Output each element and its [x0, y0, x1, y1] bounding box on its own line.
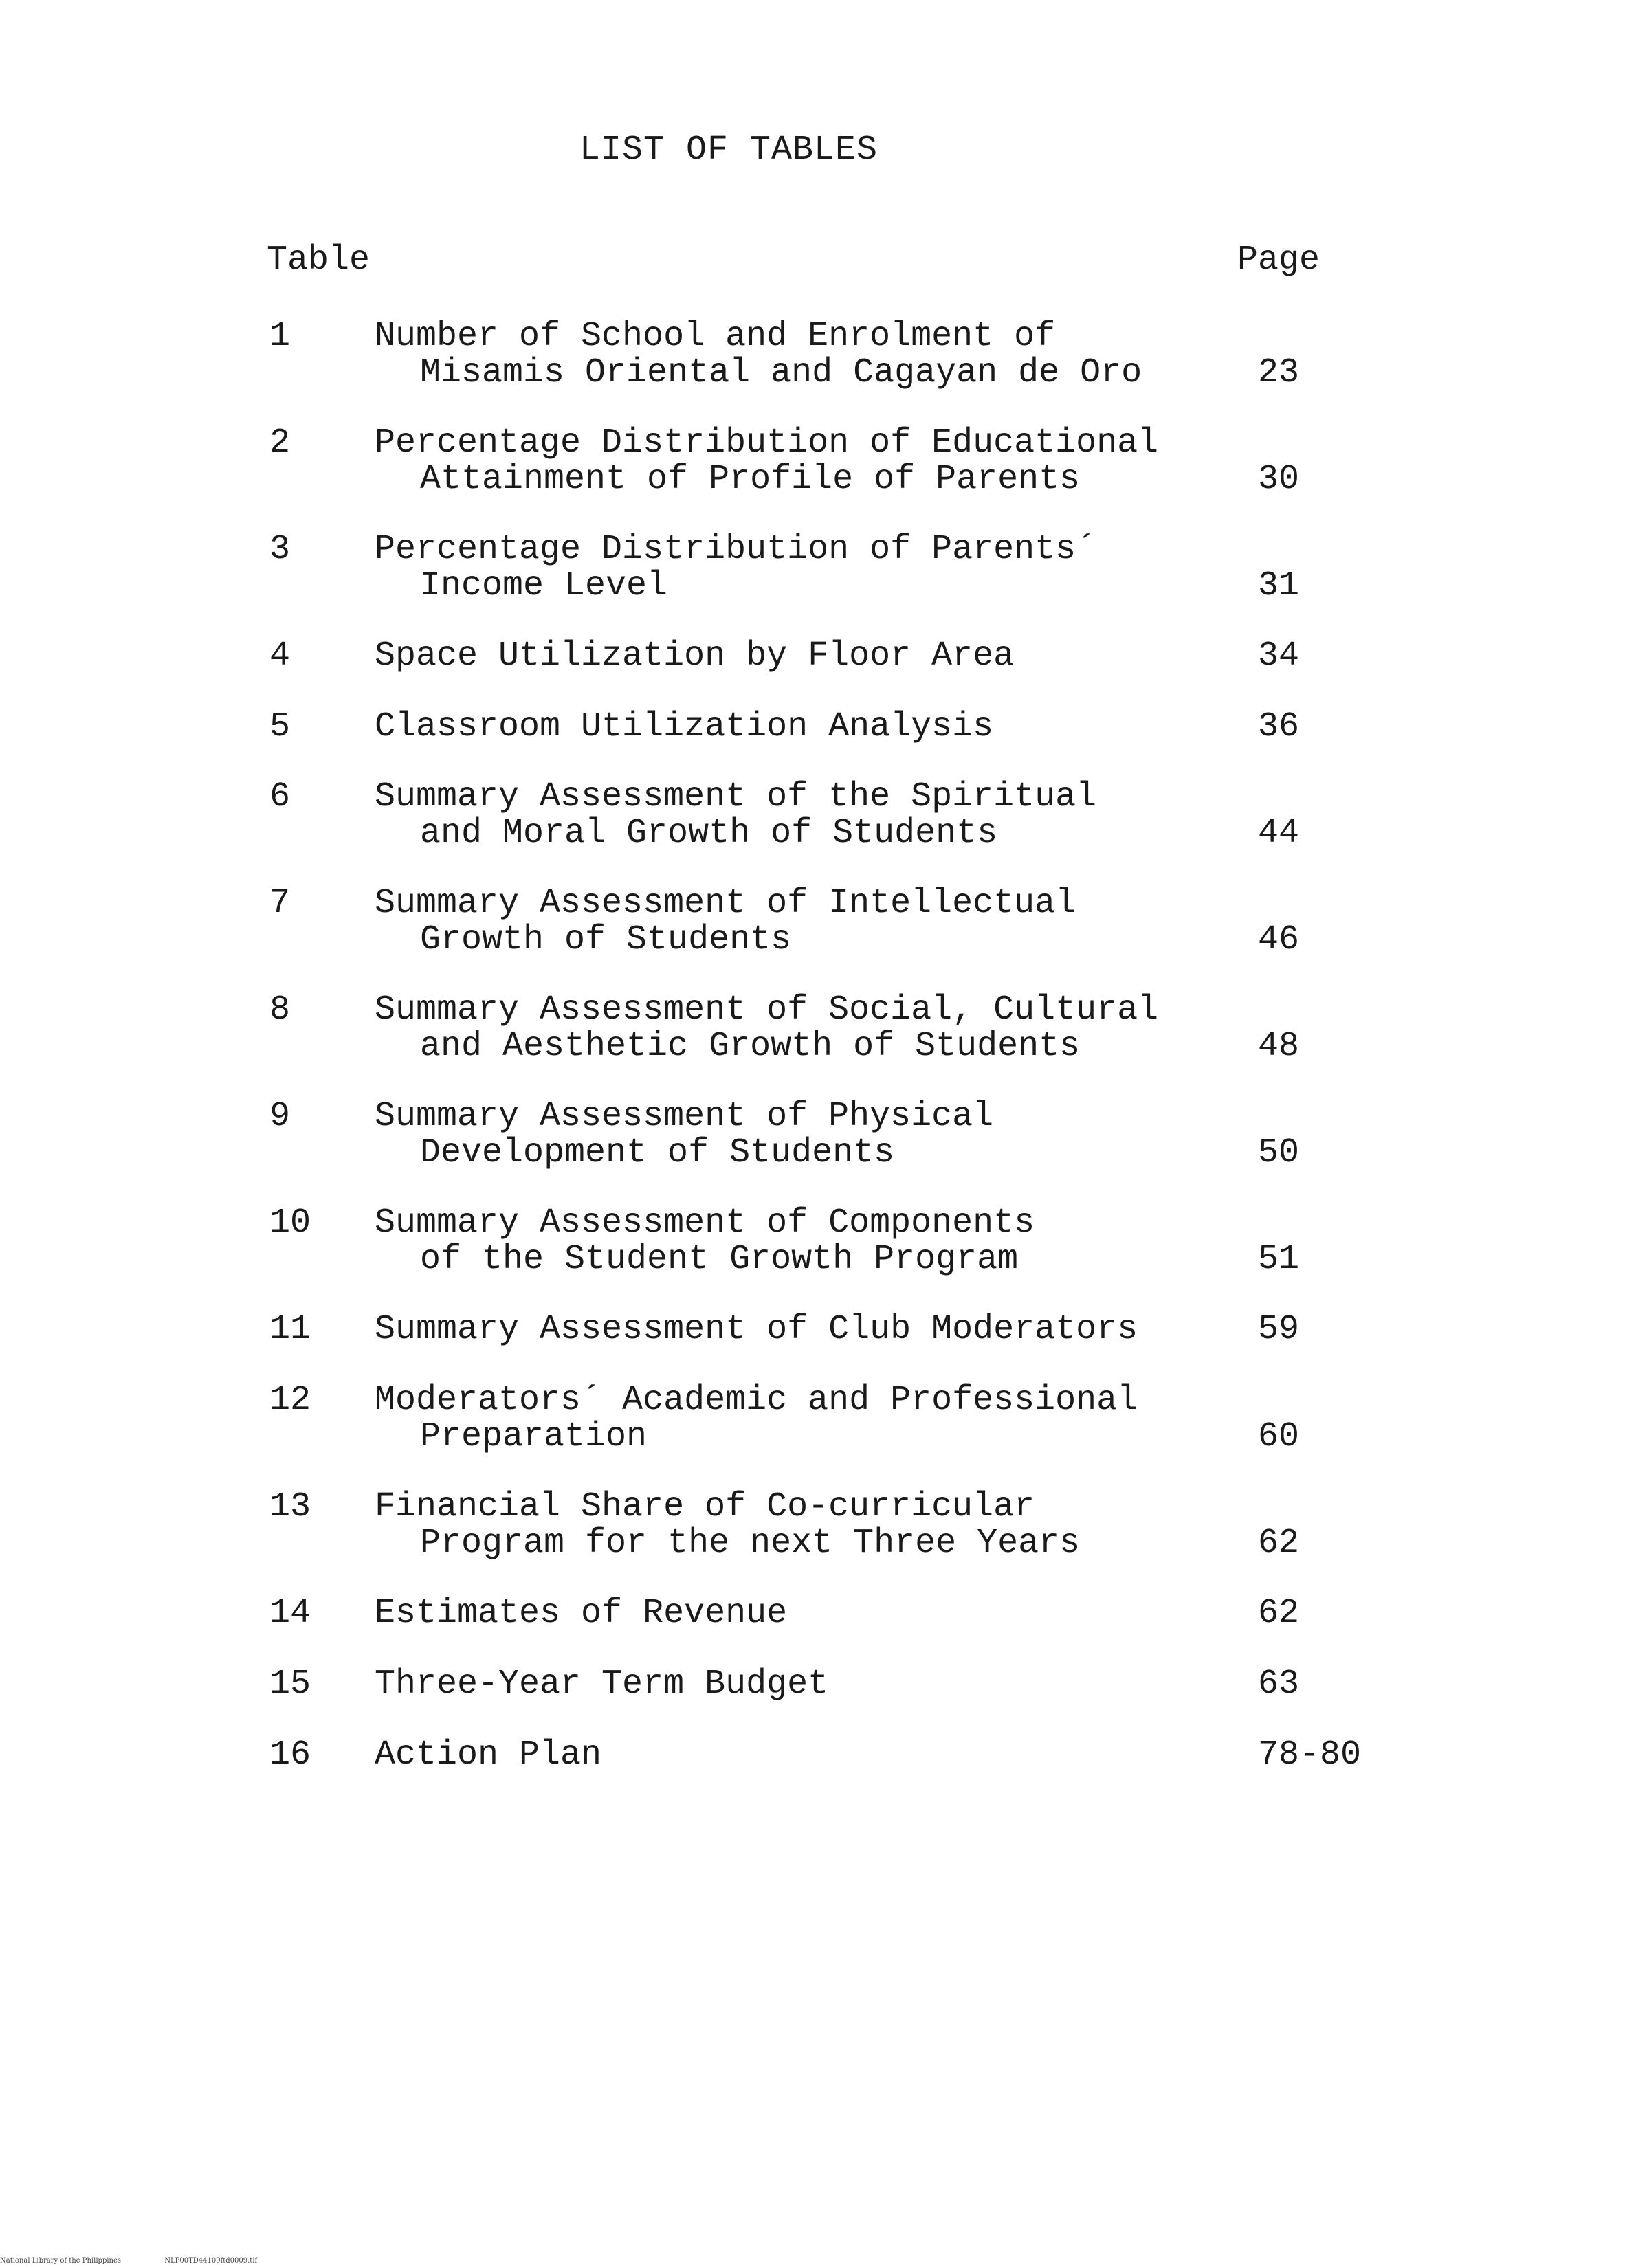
table-title-line: Summary Assessment of Intellectual: [375, 884, 1076, 923]
page-number: 23: [1258, 353, 1300, 392]
table-title-continuation: and Aesthetic Growth of Students: [420, 1027, 1081, 1066]
table-title: [375, 1737, 1234, 1773]
table-number: 2: [269, 423, 291, 463]
table-number: 8: [269, 990, 291, 1030]
table-title: [375, 1595, 1234, 1632]
table-title: [375, 992, 1234, 1065]
table-title: [375, 1098, 1234, 1171]
table-number: 7: [269, 884, 291, 923]
table-number: 9: [269, 1097, 291, 1136]
table-title-line: Moderators´ Academic and Professional: [375, 1381, 1138, 1420]
page-number: 62: [1258, 1594, 1300, 1633]
table-title-continuation: Program for the next Three Years: [420, 1524, 1081, 1563]
table-title-line: Percentage Distribution of Parents´: [375, 530, 1097, 569]
table-number: 4: [269, 636, 291, 676]
table-title-line: Space Utilization by Floor Area: [375, 636, 1015, 676]
table-title-continuation: Misamis Oriental and Cagayan de Oro: [420, 353, 1142, 392]
table-title: [375, 1205, 1234, 1278]
table-title: [375, 1666, 1234, 1702]
table-title-continuation: Preparation: [420, 1417, 648, 1456]
table-title: [375, 1311, 1234, 1348]
page-number: 63: [1258, 1665, 1300, 1704]
page-number: 60: [1258, 1417, 1300, 1456]
table-title-line: Summary Assessment of Physical: [375, 1097, 994, 1136]
page-number: 36: [1258, 707, 1300, 746]
table-title-continuation: of the Student Growth Program: [420, 1240, 1019, 1279]
table-title: [375, 885, 1234, 958]
page-column-header: Page: [1237, 241, 1320, 280]
table-title-line: Summary Assessment of Club Moderators: [375, 1310, 1138, 1349]
table-number: 14: [269, 1594, 311, 1633]
table-title-continuation: Development of Students: [420, 1133, 895, 1172]
table-number: 15: [269, 1665, 311, 1704]
page-number: 78-80: [1258, 1735, 1362, 1775]
page-number: 62: [1258, 1524, 1300, 1563]
table-title-line: Summary Assessment of Components: [375, 1203, 1035, 1243]
table-title: [375, 638, 1234, 674]
page-number: 51: [1258, 1240, 1300, 1279]
table-number: 11: [269, 1310, 311, 1349]
table-title-line: Percentage Distribution of Educational: [375, 423, 1159, 463]
page-number: 50: [1258, 1133, 1300, 1172]
table-number: 3: [269, 530, 291, 569]
page-number: 31: [1258, 566, 1300, 605]
table-title-line: Summary Assessment of Social, Cultural: [375, 990, 1159, 1030]
page-number: 34: [1258, 636, 1300, 676]
table-title-line: Financial Share of Co-curricular: [375, 1487, 1035, 1526]
table-number: 16: [269, 1735, 311, 1775]
table-number: 10: [269, 1203, 311, 1243]
table-title-continuation: Income Level: [420, 566, 668, 605]
page-number: 46: [1258, 920, 1300, 959]
table-title-line: Three-Year Term Budget: [375, 1665, 829, 1704]
table-title: [375, 709, 1234, 745]
table-number: 12: [269, 1381, 311, 1420]
table-number: 5: [269, 707, 291, 746]
table-title-line: Action Plan: [375, 1735, 602, 1775]
page-number: 30: [1258, 460, 1300, 499]
table-title: [375, 1382, 1234, 1455]
page-number: 59: [1258, 1310, 1300, 1349]
table-number: 13: [269, 1487, 311, 1526]
table-title-line: Estimates of Revenue: [375, 1594, 788, 1633]
table-column-header: Table: [267, 241, 371, 280]
table-number: 1: [269, 317, 291, 356]
table-title-continuation: Attainment of Profile of Parents: [420, 460, 1081, 499]
table-title: [375, 318, 1234, 391]
table-title: [375, 425, 1234, 498]
footer-note: [0, 2257, 298, 2265]
table-title-continuation: Growth of Students: [420, 920, 792, 959]
table-title-line: Number of School and Enrolment of: [375, 317, 1056, 356]
table-title: [375, 779, 1234, 852]
page-title: LIST OF TABLES: [579, 131, 878, 170]
table-title-line: Classroom Utilization Analysis: [375, 707, 994, 746]
footer-library: National Library of the Philippines: [0, 2257, 122, 2265]
footer-file: NLP00TD44109ftd0009.tif: [164, 2257, 258, 2265]
table-title-continuation: and Moral Growth of Students: [420, 814, 998, 853]
page-number: 44: [1258, 814, 1300, 853]
table-title-line: Summary Assessment of the Spiritual: [375, 777, 1097, 816]
table-title: [375, 531, 1234, 604]
page-number: 48: [1258, 1027, 1300, 1066]
table-number: 6: [269, 777, 291, 816]
table-title: [375, 1489, 1234, 1561]
